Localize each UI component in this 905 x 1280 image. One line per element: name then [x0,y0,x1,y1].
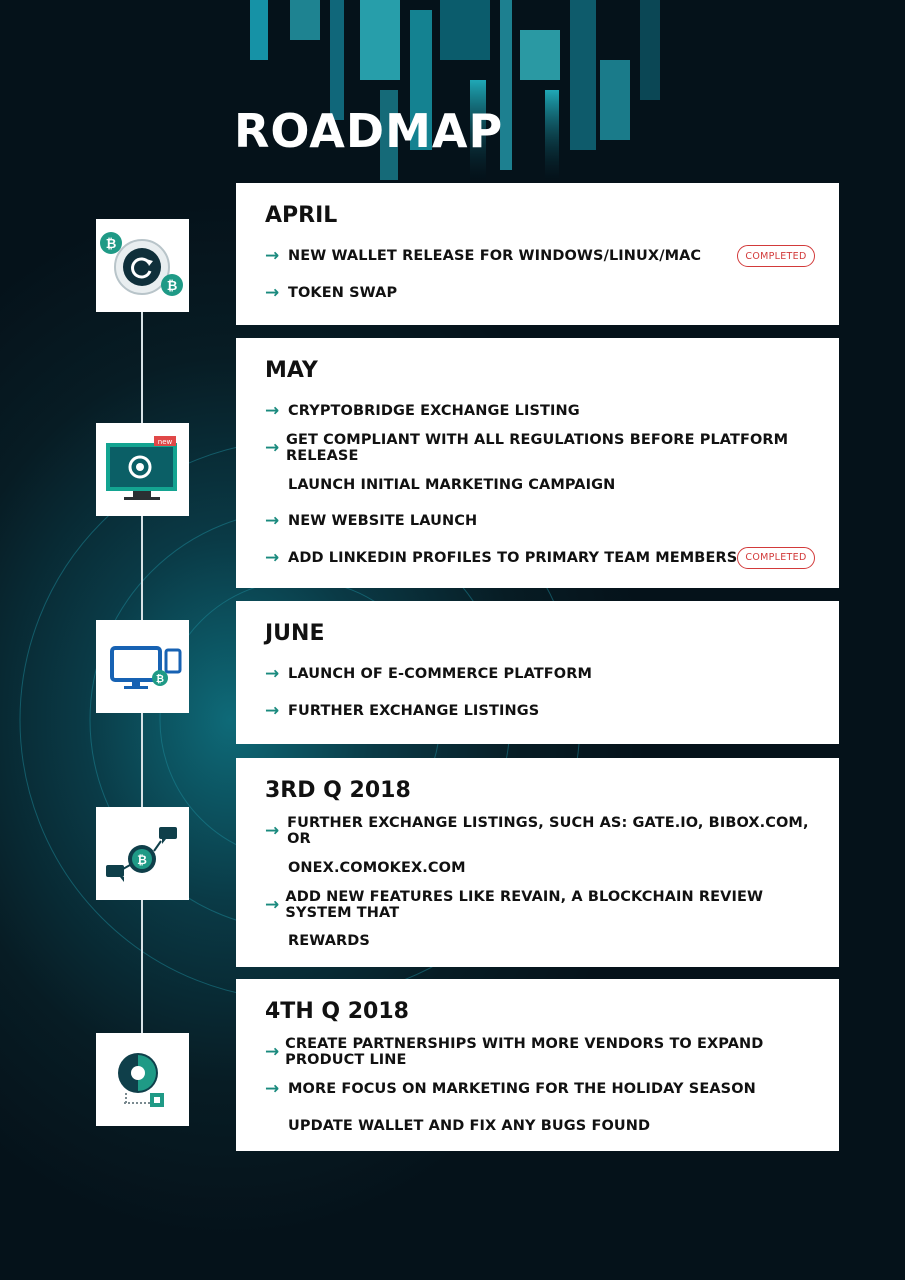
page-title: ROADMAP [234,104,504,158]
svg-text:₿: ₿ [137,853,147,867]
arrow-right-icon: → [265,401,280,422]
arrow-right-icon: → [265,894,280,915]
list-item [265,466,815,503]
arrow-right-icon: → [265,821,280,842]
svg-text:new: new [157,438,173,446]
icon-box-q3 [96,807,189,900]
list-item [265,923,815,960]
list-item-text: GET COMPLIANT WITH ALL REGULATIONS BEFORE PLATFORM RELEASE [285,432,789,465]
list-item [265,275,815,312]
list-item-text: ONEX.COMOKEX.COM [288,860,466,877]
list-item [265,1034,815,1071]
arrow-right-icon: → [265,511,280,532]
icon-box-q4 [96,1033,189,1126]
arrow-right-icon: → [265,548,280,569]
card-q3 [236,758,839,967]
list-item [265,503,815,540]
list-item-text: TOKEN SWAP [288,285,398,302]
card-heading: JUNE [265,621,325,646]
card-heading: 3RD Q 2018 [265,778,411,803]
card-june [236,601,839,744]
list-item-text: UPDATE WALLET AND FIX ANY BUGS FOUND [288,1117,651,1134]
list-item-text: NEW WEBSITE LAUNCH [288,513,478,530]
list-item [265,693,815,730]
arrow-right-icon: → [265,246,280,267]
list-item-text: LAUNCH OF E-COMMERCE PLATFORM [288,666,593,683]
list-item [265,238,815,275]
list-item [265,886,815,923]
arrow-right-icon: → [265,1079,280,1100]
arrow-right-icon: → [265,1042,280,1063]
card-april [236,183,839,325]
list-item [265,393,815,430]
arrow-right-icon: → [265,664,280,685]
list-item-text: NEW WALLET RELEASE FOR WINDOWS/LINUX/MAC [288,248,702,265]
bitcoin-chat-icon [96,807,189,900]
list-item-text: CREATE PARTNERSHIPS WITH MORE VENDORS TO EXPAND PRODUCT LINE [285,1036,764,1069]
list-item [265,1071,815,1108]
list-item-text: FURTHER EXCHANGE LISTINGS, SUCH AS: GATE.IO, BIBOX.COM, OR [287,815,809,848]
card-heading: 4TH Q 2018 [265,999,409,1024]
completed-badge: COMPLETED [737,547,815,569]
icon-box-june [96,620,189,713]
list-item [265,850,815,887]
arrow-right-icon: → [265,438,280,459]
svg-text:₿: ₿ [155,674,165,685]
list-item-text: REWARDS [288,933,370,950]
devices-icon [96,620,189,713]
list-item-text: MORE FOCUS ON MARKETING FOR THE HOLIDAY SEASON [288,1081,756,1098]
card-may [236,338,839,588]
monitor-new-icon [96,423,189,516]
card-q4 [236,979,839,1151]
list-item [265,1107,815,1144]
list-item-text: ADD NEW FEATURES LIKE REVAIN, A BLOCKCHAIN REVIEW SYSTEM THAT [285,888,764,921]
card-heading: MAY [265,358,318,383]
svg-text:₿: ₿ [105,237,117,252]
arrow-right-icon: → [265,701,280,722]
list-item [265,430,815,467]
icon-box-april [96,219,189,312]
svg-text:₿: ₿ [166,279,178,294]
list-item-text: FURTHER EXCHANGE LISTINGS [288,703,540,720]
list-item [265,813,815,850]
arrow-right-icon: → [265,283,280,304]
list-item-text: LAUNCH INITIAL MARKETING CAMPAIGN [288,476,616,493]
completed-badge: COMPLETED [737,245,815,267]
list-item-text: CRYPTOBRIDGE EXCHANGE LISTING [288,403,580,420]
list-item [265,656,815,693]
bitcoin-refresh-icon [96,219,189,312]
icon-box-may [96,423,189,516]
list-item-text: ADD LINKEDIN PROFILES TO PRIMARY TEAM MEMBERS [288,550,738,567]
card-heading: APRIL [265,203,338,228]
logo-circuit-icon [96,1033,189,1126]
list-item [265,540,815,577]
